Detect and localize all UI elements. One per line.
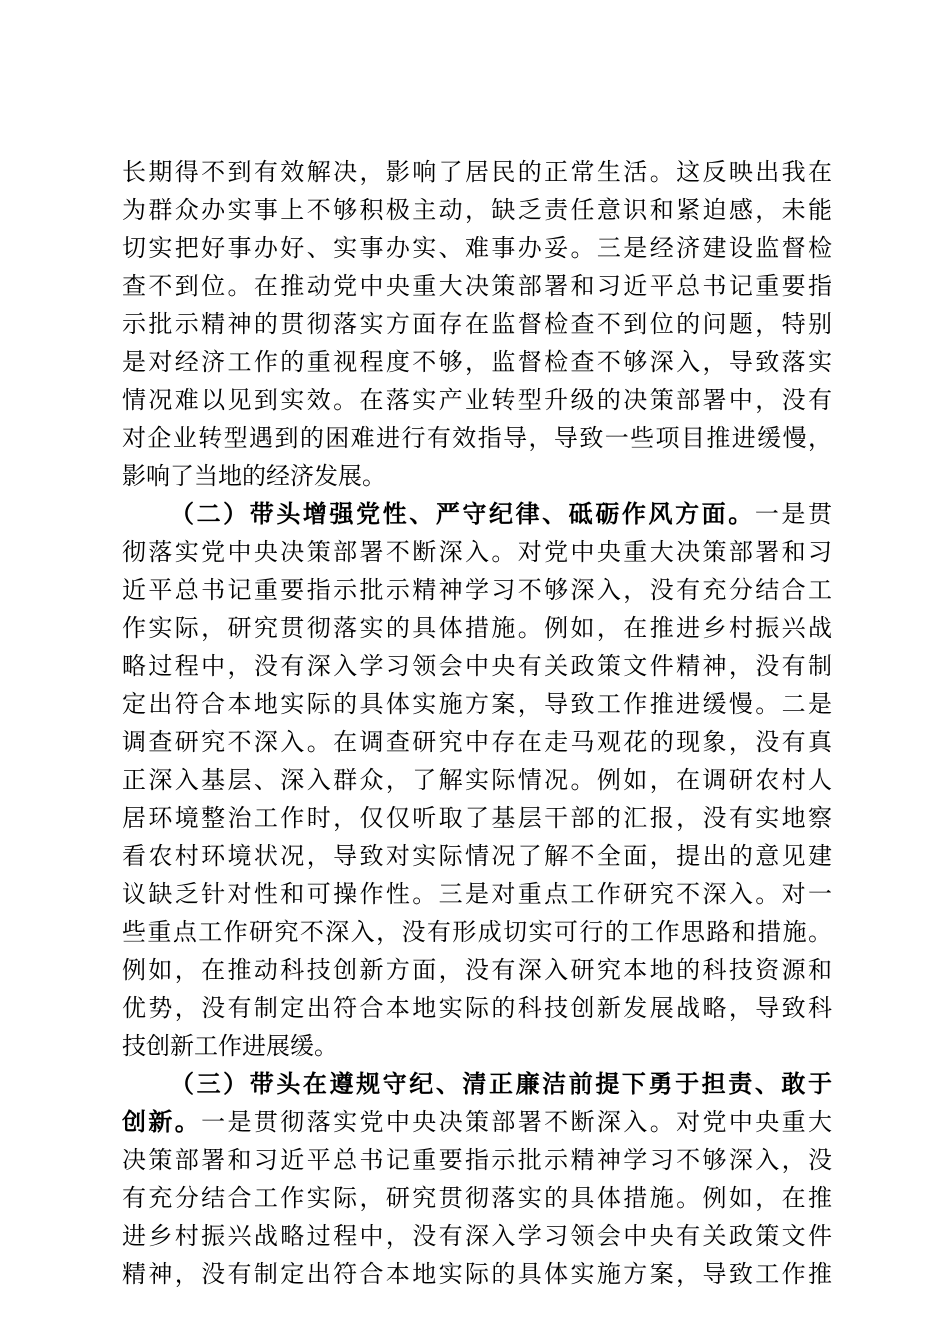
- text-line: 切实把好事办好、实事办实、难事办妥。三是经济建设监督检: [122, 234, 832, 262]
- text-line: 对企业转型遇到的困难进行有效指导，导致一些项目推进缓慢，: [122, 424, 832, 452]
- text-line: 示批示精神的贯彻落实方面存在监督检查不到位的问题，特别: [122, 310, 832, 338]
- text-line: 长期得不到有效解决，影响了居民的正常生活。这反映出我在: [122, 158, 832, 186]
- text-run: 一是贯: [754, 500, 833, 528]
- text-line: 居环境整治工作时，仅仅听取了基层干部的汇报，没有实地察: [122, 804, 832, 832]
- text-line: 正深入基层、深入群众，了解实际情况。例如，在调研农村人: [122, 766, 832, 794]
- text-line: 彻落实党中央决策部署不断深入。对党中央重大决策部署和习: [122, 538, 832, 566]
- text-line: 精神，没有制定出符合本地实际的具体实施方案，导致工作推: [122, 1260, 832, 1288]
- text-line: 影响了当地的经济发展。: [122, 462, 386, 490]
- section-heading-2: （二）带头增强党性、严守纪律、砥砺作风方面。: [170, 499, 755, 528]
- section-heading-line: [170, 495, 832, 533]
- text-line: 有充分结合工作实际，研究贯彻落实的具体措施。例如，在推: [122, 1184, 832, 1212]
- text-line: 是对经济工作的重视程度不够，监督检查不够深入，导致落实: [122, 348, 832, 376]
- text-line: 为群众办实事上不够积极主动，缺乏责任意识和紧迫感，未能: [122, 196, 832, 224]
- text-line: 调查研究不深入。在调查研究中存在走马观花的现象，没有真: [122, 728, 832, 756]
- text-line: 进乡村振兴战略过程中，没有深入学习领会中央有关政策文件: [122, 1222, 832, 1250]
- section-heading-3-cont: 创新。: [122, 1107, 202, 1136]
- text-line: 情况难以见到实效。在落实产业转型升级的决策部署中，没有: [122, 386, 832, 414]
- text-line: 议缺乏针对性和可操作性。三是对重点工作研究不深入。对一: [122, 880, 832, 908]
- text-line: 作实际，研究贯彻落实的具体措施。例如，在推进乡村振兴战: [122, 614, 832, 642]
- text-line: 技创新工作进展缓。: [122, 1032, 338, 1060]
- text-line: 决策部署和习近平总书记重要指示批示精神学习不够深入，没: [122, 1146, 832, 1174]
- text-line: 看农村环境状况，导致对实际情况了解不全面，提出的意见建: [122, 842, 832, 870]
- section-heading-line: [122, 1103, 832, 1141]
- text-line: 略过程中，没有深入学习领会中央有关政策文件精神，没有制: [122, 652, 832, 680]
- text-line: 查不到位。在推动党中央重大决策部署和习近平总书记重要指: [122, 272, 832, 300]
- text-line: 例如，在推动科技创新方面，没有深入研究本地的科技资源和: [122, 956, 832, 984]
- text-line: 些重点工作研究不深入，没有形成切实可行的工作思路和措施。: [122, 918, 832, 946]
- text-run: 一是贯彻落实党中央决策部署不断深入。对党中央重大: [201, 1108, 833, 1136]
- text-line: 优势，没有制定出符合本地实际的科技创新发展战略，导致科: [122, 994, 832, 1022]
- section-heading-3: （三）带头在遵规守纪、清正廉洁前提下勇于担责、敢于: [170, 1069, 832, 1098]
- text-line: 近平总书记重要指示批示精神学习不够深入，没有充分结合工: [122, 576, 832, 604]
- text-line: 定出符合本地实际的具体实施方案，导致工作推进缓慢。二是: [122, 690, 832, 718]
